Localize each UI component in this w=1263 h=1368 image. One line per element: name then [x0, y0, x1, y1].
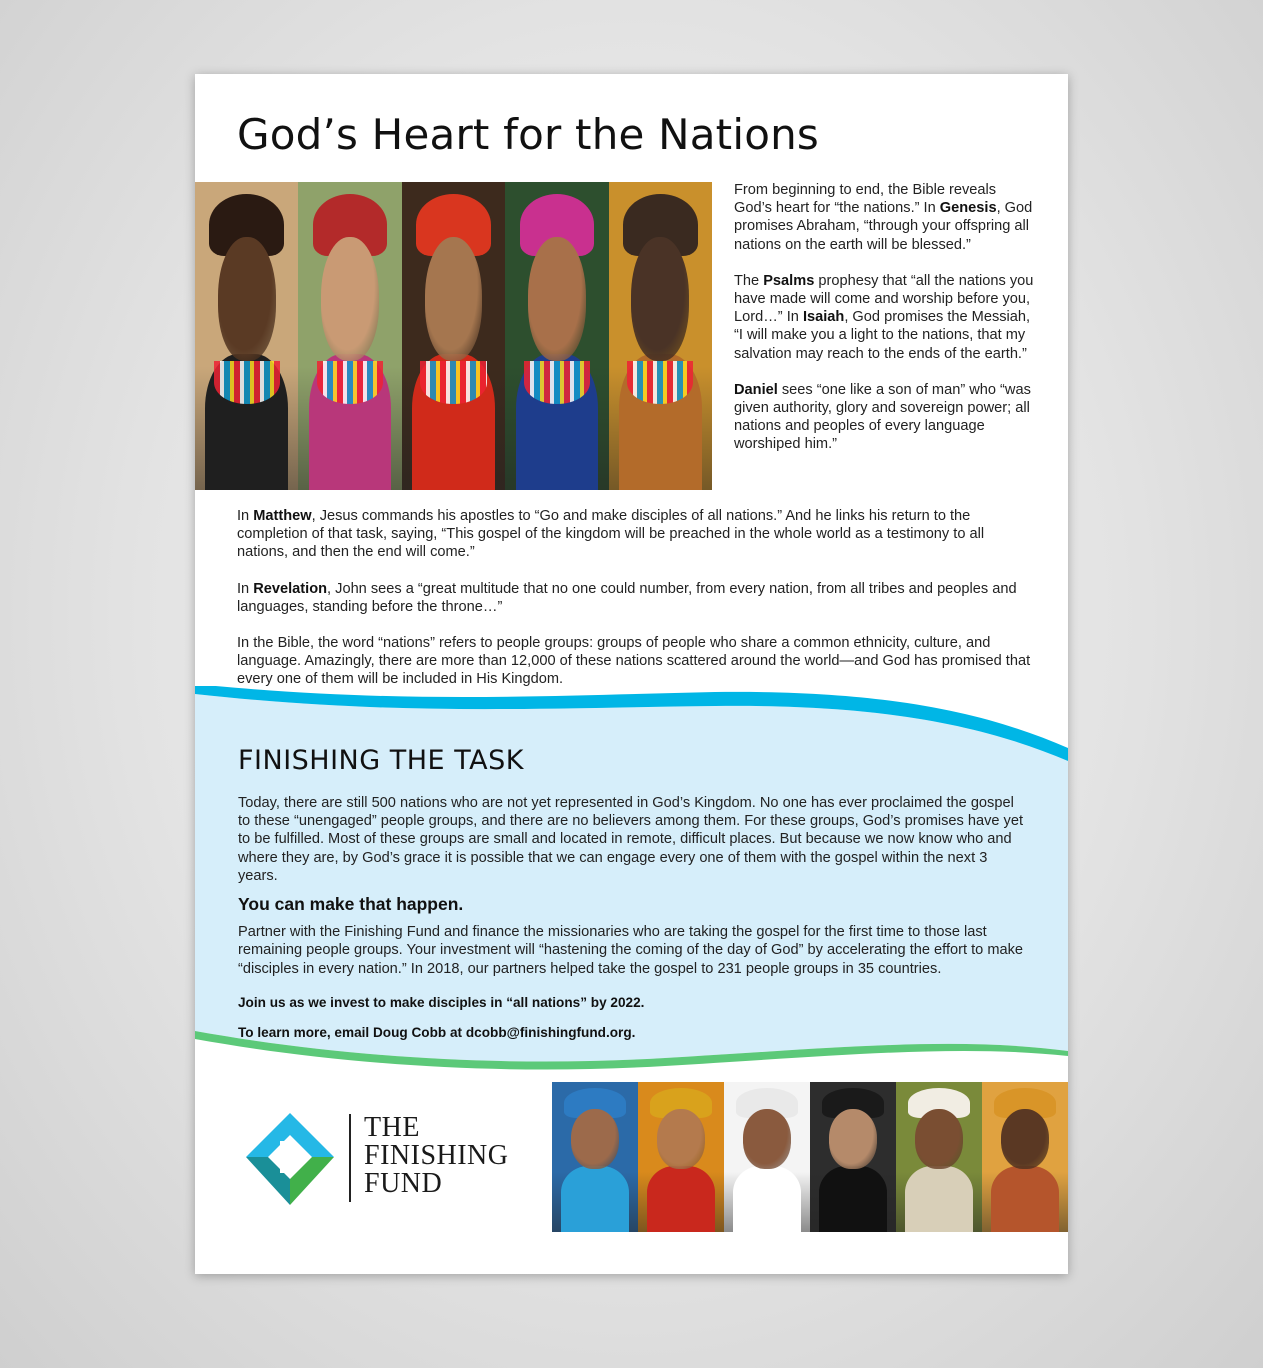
intro-full-text [237, 507, 1037, 707]
book-name: Matthew [253, 508, 312, 524]
portrait-clothing [647, 1166, 716, 1232]
task-paragraph: Today, there are still 500 nations who are not yet represented in God’s Kingdom. No one has ever proclaimed the gospel to these “unengaged” people groups, and there are no believers among them. For these groups, God’s promises have yet to be fulfilled. Most of these groups are small and located in remote, difficult places. But because we now know who and where they are, by God’s grace it is possible that we can engage every one of them with the gospel within the next 3 years. [238, 795, 1024, 884]
logo-wordmark [364, 1114, 509, 1198]
text-run: In [237, 508, 254, 524]
cta-contact[interactable]: To learn more, email Doug Cobb at dcobb@finishingfund.org. [238, 1025, 636, 1041]
text-run: In [237, 580, 254, 597]
text-run: , God promises the Messiah, “I will make you a light to the nations, that my salvation may reach to the ends of the earth.” [734, 309, 1031, 362]
logo-letter-mark [280, 1141, 304, 1173]
portrait-strip-bottom [552, 1082, 1068, 1232]
portrait-beads [627, 361, 693, 404]
text-run: , John sees a “great multitude that no one could number, from every nation, from all tribes and peoples and languages, standing before the throne…” [237, 580, 1017, 615]
portrait-beads [317, 361, 383, 404]
bottom-portrait-5 [896, 1082, 982, 1232]
intro-full-paragraph [237, 580, 1037, 616]
text-run: The [734, 272, 764, 289]
portrait-clothing [819, 1166, 888, 1232]
intro-side-text [734, 181, 1034, 472]
portrait-clothing [905, 1166, 974, 1232]
portrait-face [425, 237, 483, 360]
intro-side-paragraph [734, 272, 1034, 363]
portrait-clothing [561, 1166, 630, 1232]
intro-side-paragraph [734, 181, 1034, 254]
logo-line-fund: FUND [364, 1168, 443, 1199]
portrait-clothing [733, 1166, 802, 1232]
book-name: Daniel [734, 381, 778, 398]
portrait-face [631, 237, 689, 360]
top-portrait-4 [505, 182, 608, 490]
bottom-portrait-6 [982, 1082, 1068, 1232]
cta-invest: Join us as we invest to make disciples in “all nations” by 2022. [238, 994, 645, 1010]
portrait-beads [420, 361, 486, 404]
intro-full-paragraph [237, 507, 1037, 562]
logo-line-finishing: FINISHING [364, 1140, 509, 1171]
task-body [238, 794, 1028, 1042]
portrait-strip-top [195, 182, 712, 490]
portrait-face [829, 1109, 877, 1169]
bottom-portrait-3 [724, 1082, 810, 1232]
portrait-clothing [991, 1166, 1060, 1232]
portrait-face [218, 237, 276, 360]
portrait-face [743, 1109, 791, 1169]
task-heading: FINISHING THE TASK [238, 745, 524, 776]
top-portrait-5 [609, 182, 712, 490]
portrait-face [571, 1109, 619, 1169]
portrait-beads [524, 361, 590, 404]
text-run: sees “one like a son of man” who “was given authority, glory and sovereign power; all nations and peoples of every language worshiped him.” [734, 381, 1031, 453]
text-run: , God promises Abraham, “through your offspring all nations on the earth will be blessed.” [734, 200, 1033, 253]
page-title: God’s Heart for the Nations [237, 110, 819, 159]
portrait-face [657, 1109, 705, 1169]
portrait-beads [214, 361, 280, 404]
bottom-portrait-2 [638, 1082, 724, 1232]
partner-paragraph: Partner with the Finishing Fund and finance the missionaries who are taking the gospel for the first time to those last remaining people groups. Your investment will “hastening the coming of the day of God” by accelerating the effort to make “disciples in every nation.” In 2018, our partners helped take the gospel to 231 people groups in 35 countries. [238, 924, 1024, 977]
top-portrait-3 [402, 182, 505, 490]
top-portrait-1 [195, 182, 298, 490]
text-run: From beginning to end, the Bible reveals God’s heart for “the nations.” In [734, 182, 997, 217]
task-subheading: You can make that happen. [238, 894, 464, 915]
portrait-face [915, 1109, 963, 1169]
portrait-face [528, 237, 586, 360]
book-name: Genesis [939, 200, 997, 217]
book-name: Psalms [763, 272, 815, 289]
bottom-portrait-4 [810, 1082, 896, 1232]
finishing-fund-logo-icon [240, 1111, 340, 1207]
book-name: Isaiah [802, 309, 845, 326]
portrait-face [321, 237, 379, 360]
intro-side-paragraph [734, 381, 1034, 454]
flyer-page [195, 74, 1068, 1274]
text-run: , Jesus commands his apostles to “Go and make disciples of all nations.” And he links his return to the completion of that task, saying, “This gospel of the kingdom will be preached in the whole world as a testimony to all nations, and then the end will come.” [237, 508, 985, 561]
text-run: prophesy that “all the nations you have made will come and worship before you, Lord…” In [734, 272, 1034, 326]
bottom-portrait-1 [552, 1082, 638, 1232]
logo-divider [349, 1114, 351, 1202]
logo-right-facet [290, 1157, 334, 1205]
top-portrait-2 [298, 182, 401, 490]
logo-line-the: THE [364, 1112, 420, 1143]
portrait-face [1001, 1109, 1049, 1169]
text-run: In the Bible, the word “nations” refers to people groups: groups of people who share a common ethnicity, culture, and language. Amazingly, there are more than 12,000 of these nations scattered around the world—and God has promised that every one of them will be included in His Kingdom. [237, 635, 1031, 688]
book-name: Revelation [253, 580, 328, 597]
intro-full-paragraph [237, 634, 1037, 689]
